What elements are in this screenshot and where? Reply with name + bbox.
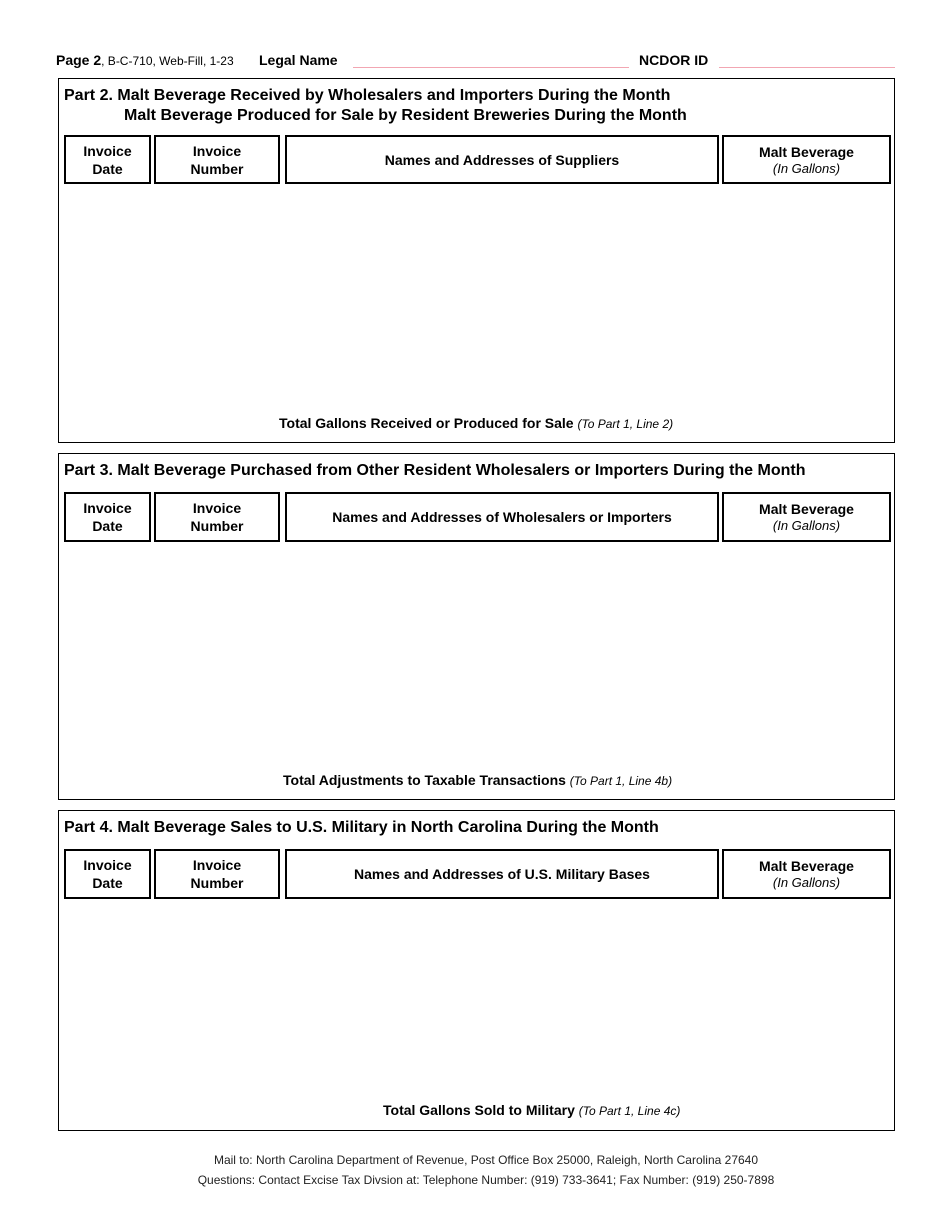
contact-questions: Questions: Contact Excise Tax Divsion at: Telephone Number: (919) 733-3641; Fax Number: (919) 250-7898 bbox=[197, 1173, 775, 1187]
part3-total: Total Adjustments to Taxable Transactions (To Part 1, Line 4b) bbox=[283, 772, 673, 788]
invoice-date-header: Invoice Date bbox=[64, 135, 151, 184]
malt-beverage-header: Malt Beverage (In Gallons) bbox=[722, 135, 891, 184]
military-bases-header: Names and Addresses of U.S. Military Bases bbox=[285, 849, 719, 899]
legal-name-label: Legal Name bbox=[259, 52, 338, 68]
page-header bbox=[56, 52, 896, 74]
invoice-number-header: Invoice Number bbox=[154, 135, 280, 184]
page-number: Page 2, B-C-710, Web-Fill, 1-23 bbox=[56, 52, 234, 68]
part2-entry-area[interactable] bbox=[64, 189, 891, 409]
part3-section bbox=[58, 453, 895, 800]
ncdor-id-field[interactable] bbox=[719, 67, 895, 68]
form-footer bbox=[0, 1150, 950, 1190]
part3-title: Part 3. Malt Beverage Purchased from Other Resident Wholesalers or Importers During the Month bbox=[64, 462, 806, 479]
gallons-unit: (In Gallons) bbox=[772, 518, 841, 533]
legal-name-field[interactable] bbox=[353, 67, 629, 68]
part4-entry-area[interactable] bbox=[64, 904, 891, 1099]
part3-entry-area[interactable] bbox=[64, 547, 891, 767]
part2-title: Part 2. Malt Beverage Received by Wholesalers and Importers During the Month Malt Beverage Produced for Sale by Resident Breweries During the Month bbox=[64, 87, 687, 124]
part2-total: Total Gallons Received or Produced for Sale (To Part 1, Line 2) bbox=[279, 415, 674, 431]
part4-total: Total Gallons Sold to Military (To Part 1, Line 4c) bbox=[383, 1102, 681, 1118]
wholesaler-names-header: Names and Addresses of Wholesalers or Importers bbox=[285, 492, 719, 542]
mail-to-address: Mail to: North Carolina Department of Revenue, Post Office Box 25000, Raleigh, North Carolina 27640 bbox=[213, 1153, 759, 1167]
malt-beverage-header: Malt Beverage (In Gallons) bbox=[722, 492, 891, 542]
invoice-date-header: Invoice Date bbox=[64, 492, 151, 542]
ncdor-id-label: NCDOR ID bbox=[639, 52, 709, 68]
part4-section bbox=[58, 810, 895, 1131]
gallons-unit: (In Gallons) bbox=[772, 875, 841, 890]
invoice-number-header: Invoice Number bbox=[154, 849, 280, 899]
part2-section bbox=[58, 78, 895, 443]
supplier-names-header: Names and Addresses of Suppliers bbox=[285, 135, 719, 184]
part4-title: Part 4. Malt Beverage Sales to U.S. Military in North Carolina During the Month bbox=[64, 819, 659, 836]
invoice-date-header: Invoice Date bbox=[64, 849, 151, 899]
form-code: , B-C-710, Web-Fill, 1-23 bbox=[101, 54, 234, 68]
invoice-number-header: Invoice Number bbox=[154, 492, 280, 542]
gallons-unit: (In Gallons) bbox=[772, 160, 841, 176]
malt-beverage-header: Malt Beverage (In Gallons) bbox=[722, 849, 891, 899]
